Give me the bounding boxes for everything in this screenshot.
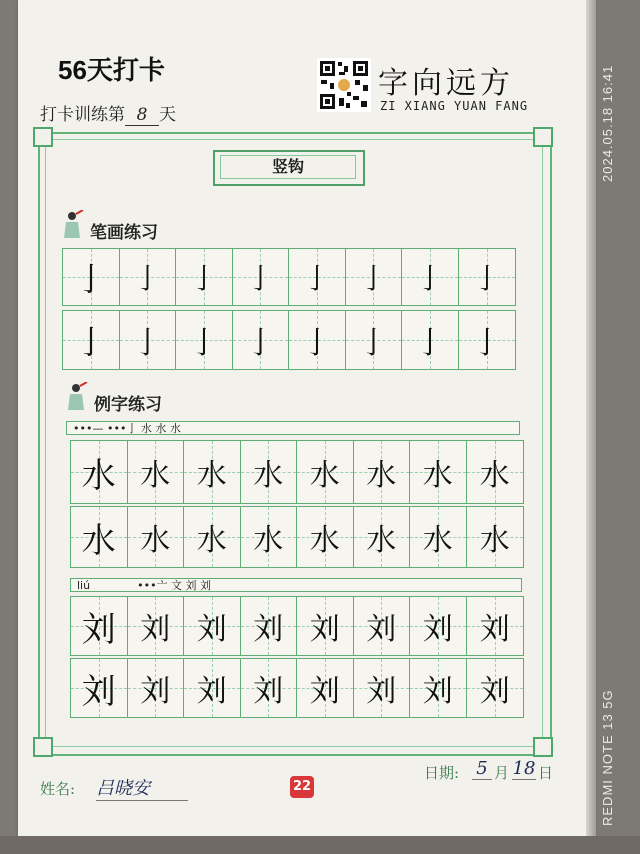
practice-cell[interactable]: 刘 xyxy=(184,597,241,655)
practice-cell[interactable]: 刘 xyxy=(184,659,241,717)
practice-cell[interactable]: 刘 xyxy=(354,659,411,717)
month-label: 月 xyxy=(494,764,510,782)
practice-cell[interactable]: 刘 xyxy=(71,659,128,717)
shui-row-2 xyxy=(70,506,524,568)
practice-cell[interactable]: 亅 xyxy=(233,311,290,369)
practice-cell[interactable]: 水 xyxy=(184,507,241,567)
date-day-field[interactable]: 18 xyxy=(512,758,536,779)
stroke-row-1 xyxy=(62,248,516,306)
date-label: 日期: xyxy=(424,764,460,782)
practice-cell[interactable]: 亅 xyxy=(63,311,120,369)
practice-cell[interactable]: 亅 xyxy=(402,249,459,305)
name-label: 姓名: xyxy=(40,780,76,798)
practice-cell[interactable]: 刘 xyxy=(241,659,298,717)
practice-cell[interactable]: 亅 xyxy=(402,311,459,369)
brand-logo-text: 字向远方 xyxy=(378,66,514,101)
page-number-badge: 22 xyxy=(290,776,314,798)
practice-cell[interactable]: 亅 xyxy=(289,311,346,369)
practice-cell[interactable]: 刘 xyxy=(297,659,354,717)
day-label: 日 xyxy=(538,764,554,782)
practice-cell[interactable]: 亅 xyxy=(63,249,120,305)
practice-cell[interactable]: 水 xyxy=(410,507,467,567)
desk-surface xyxy=(0,836,640,854)
practice-cell[interactable]: 刘 xyxy=(410,597,467,655)
practice-cell[interactable]: 亅 xyxy=(120,311,177,369)
practice-cell[interactable]: 亅 xyxy=(459,249,516,305)
liu-row-2 xyxy=(70,658,524,718)
practice-cell[interactable]: 水 xyxy=(467,441,524,503)
corner-ornament xyxy=(33,737,53,757)
practice-cell[interactable]: 刘 xyxy=(71,597,128,655)
scholar-figure-icon xyxy=(66,382,88,412)
page-title: 56天打卡 xyxy=(58,55,165,85)
section-example-practice: 例字练习 xyxy=(94,395,162,415)
day-counter xyxy=(40,100,176,126)
practice-cell[interactable]: 水 xyxy=(184,441,241,503)
practice-cell[interactable]: 水 xyxy=(297,507,354,567)
practice-cell[interactable]: 亅 xyxy=(120,249,177,305)
practice-cell[interactable]: 亅 xyxy=(233,249,290,305)
practice-cell[interactable]: 水 xyxy=(241,441,298,503)
liu-row-1 xyxy=(70,596,524,656)
pinyin-liu: liú xyxy=(77,579,91,592)
corner-ornament xyxy=(533,127,553,147)
section-stroke-practice: 笔画练习 xyxy=(90,223,158,243)
practice-cell[interactable]: 刘 xyxy=(410,659,467,717)
corner-ornament xyxy=(533,737,553,757)
practice-cell[interactable]: 亅 xyxy=(346,311,403,369)
date-month-field[interactable]: 5 xyxy=(472,758,492,780)
practice-cell[interactable]: 刘 xyxy=(241,597,298,655)
practice-cell[interactable]: 刘 xyxy=(354,597,411,655)
practice-cell[interactable]: 刘 xyxy=(297,597,354,655)
practice-cell[interactable]: 亅 xyxy=(176,311,233,369)
practice-cell[interactable]: 亅 xyxy=(459,311,516,369)
stroke-order-shui: •••— •••亅 水 水 水 xyxy=(73,422,181,435)
practice-cell[interactable]: 水 xyxy=(128,507,185,567)
stroke-order-liu: •••亠 文 刘 刘 xyxy=(137,579,212,592)
qr-code-icon xyxy=(317,58,371,112)
practice-cell[interactable]: 水 xyxy=(241,507,298,567)
practice-cell[interactable]: 刘 xyxy=(467,659,524,717)
paper-edge xyxy=(586,0,596,838)
corner-ornament xyxy=(33,127,53,147)
practice-cell[interactable]: 水 xyxy=(128,441,185,503)
day-suffix: 天 xyxy=(159,105,176,125)
practice-cell[interactable]: 水 xyxy=(297,441,354,503)
lesson-title: 竖钩 xyxy=(220,155,356,179)
practice-cell[interactable]: 水 xyxy=(71,507,128,567)
stroke-row-2 xyxy=(62,310,516,370)
practice-cell[interactable]: 水 xyxy=(354,441,411,503)
device-watermark: REDMI NOTE 13 5G xyxy=(600,689,615,826)
day-prefix: 打卡训练第 xyxy=(40,105,125,125)
practice-cell[interactable]: 水 xyxy=(410,441,467,503)
practice-cell[interactable]: 刘 xyxy=(128,597,185,655)
practice-cell[interactable]: 亅 xyxy=(176,249,233,305)
day-value: 8 xyxy=(125,105,159,126)
stroke-order-bar-liu xyxy=(70,578,522,592)
stroke-order-bar-shui xyxy=(66,421,520,435)
scholar-figure-icon xyxy=(62,210,84,240)
practice-cell[interactable]: 水 xyxy=(71,441,128,503)
practice-cell[interactable]: 水 xyxy=(354,507,411,567)
practice-cell[interactable]: 刘 xyxy=(467,597,524,655)
shui-row-1 xyxy=(70,440,524,504)
practice-cell[interactable]: 亅 xyxy=(346,249,403,305)
practice-cell[interactable]: 刘 xyxy=(128,659,185,717)
photo-timestamp: 2024.05.18 16:41 xyxy=(600,64,615,182)
brand-pinyin: ZI XIANG YUAN FANG xyxy=(380,99,529,113)
practice-cell[interactable]: 水 xyxy=(467,507,524,567)
name-field[interactable]: 吕晓安 xyxy=(96,774,188,801)
practice-cell[interactable]: 亅 xyxy=(289,249,346,305)
